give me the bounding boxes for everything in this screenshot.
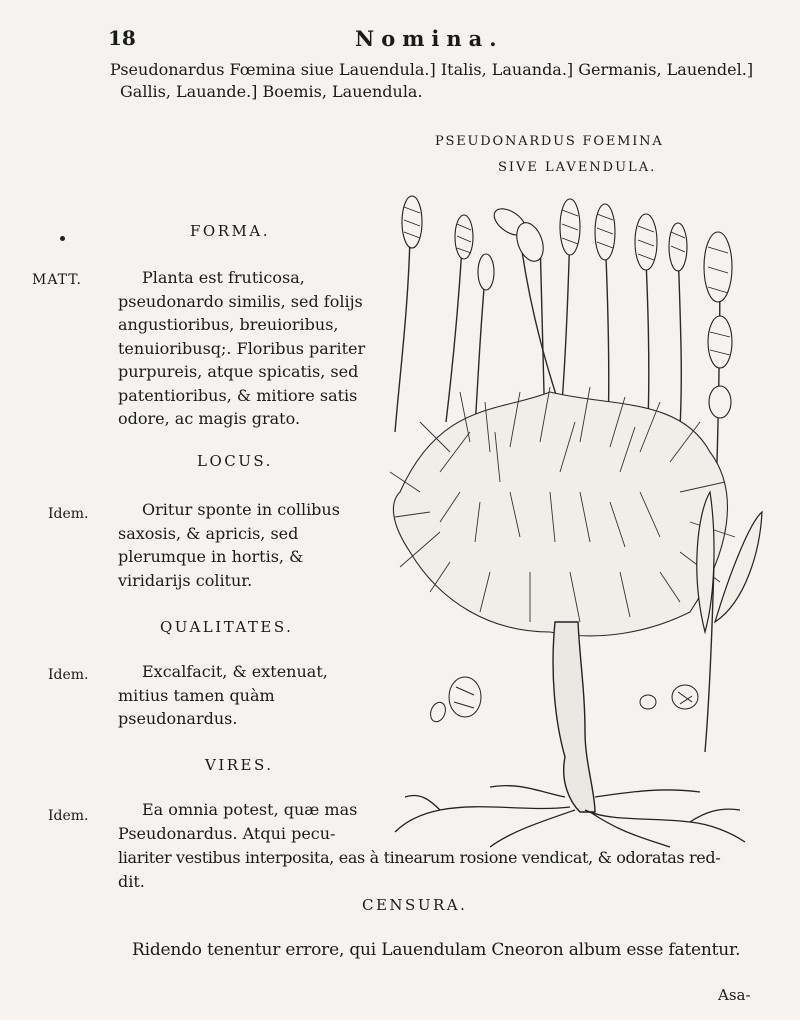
- margin-note-idem-locus: Idem.: [48, 506, 89, 522]
- locus-text: Oritur sponte in collibus saxosis, & apricis, sed plerumque in hortis, & viridarijs colitur.: [118, 500, 340, 590]
- vires-line-3: liariter vestibus interposita, eas à tinearum rosione vendicat, & odoratas red-: [118, 848, 721, 867]
- figure-caption-line-2: SIVE LAVENDULA.: [498, 160, 657, 175]
- catchword: Asa-: [718, 986, 751, 1004]
- synonyms-line-1: Pseudonardus Fœmina siue Lauendula.] Italis, Lauanda.] Germanis, Lauendel.]: [110, 60, 754, 79]
- section-heading-vires: VIRES.: [205, 756, 274, 774]
- vires-line-2: Pseudonardus. Atqui pecu-: [118, 824, 336, 843]
- margin-note-matt: MATT.: [32, 272, 83, 288]
- margin-note-idem-vires: Idem.: [48, 808, 89, 824]
- lavender-woodcut-illustration: [380, 192, 790, 852]
- forma-text: Planta est fruticosa, pseudonardo similis, sed folijs angustioribus, breuioribus, tenuioribusq;. Floribus pariter purpureis, atque spicatis, sed patentioribus, & mitiore satis odore, ac magis grato.: [118, 268, 366, 428]
- vires-line-4: dit.: [118, 872, 145, 891]
- censura-text: Ridendo tenentur errore, qui Lauendulam Cneoron album esse fatentur.: [132, 940, 741, 960]
- running-title: Nomina.: [355, 26, 504, 51]
- lavender-plant-svg: [380, 192, 790, 852]
- synonyms-line-2: Gallis, Lauande.] Boemis, Lauendula.: [120, 82, 423, 101]
- vires-line-1: Ea omnia potest, quæ mas: [142, 800, 358, 819]
- section-heading-forma: FORMA.: [190, 222, 270, 240]
- margin-note-idem-qualitates: Idem.: [48, 667, 89, 683]
- section-heading-locus: LOCUS.: [197, 452, 273, 470]
- figure-caption-line-1: PSEUDONARDUS FOEMINA: [435, 134, 664, 149]
- qualitates-text: Excalfacit, & extenuat, mitius tamen quàm pseudonardus.: [118, 662, 328, 728]
- section-heading-qualitates: QUALITATES.: [160, 618, 294, 636]
- page-number: 18: [108, 26, 136, 50]
- section-heading-censura: CENSURA.: [362, 896, 468, 914]
- margin-dot: [60, 236, 65, 241]
